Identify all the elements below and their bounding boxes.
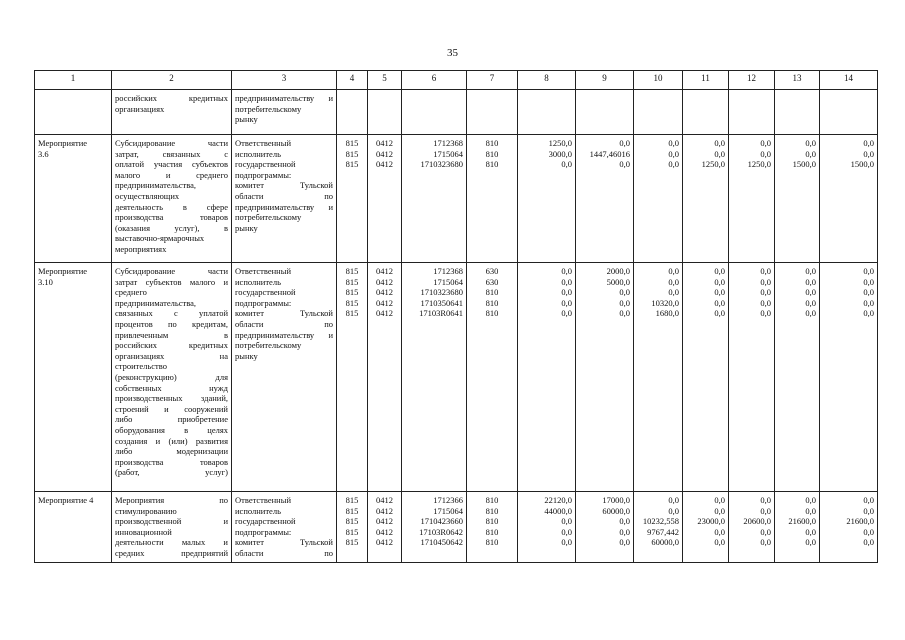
cell-line: 0,0 <box>561 537 572 548</box>
cell-line: предпринимательства, <box>115 297 196 308</box>
cell-value-2016 <box>634 263 683 492</box>
cell-event <box>35 135 112 263</box>
cell-line: 22120,0 <box>544 495 572 505</box>
cell-code-grbs <box>337 135 368 263</box>
header-cell: 3 <box>232 71 337 90</box>
cell-line: 0,0 <box>714 297 725 308</box>
cell-line: либо приобретение <box>115 414 228 425</box>
cell-line: 815 <box>345 276 359 287</box>
cell-line: 0412 <box>376 308 393 319</box>
cell-value-2018 <box>729 90 775 135</box>
cell-line: 0,0 <box>619 297 630 308</box>
cell-code-grbs <box>337 90 368 135</box>
cell-line: 0,0 <box>714 148 725 159</box>
cell-line: 1250,0 <box>747 159 771 170</box>
cell-line: государственной <box>235 516 296 527</box>
cell-line: 17000,0 <box>602 495 630 505</box>
cell-line: 44000,0 <box>544 505 572 516</box>
cell-line: затрат, связанных с <box>115 148 228 159</box>
cell-line: малого и среднего <box>115 169 228 180</box>
cell-code-grbs <box>337 263 368 492</box>
cell-line: Ответственный <box>235 266 291 276</box>
cell-line: 0,0 <box>760 297 771 308</box>
cell-line: 1712366 <box>433 495 463 505</box>
cell-line: 0,0 <box>714 308 725 319</box>
cell-line: 0,0 <box>760 526 771 537</box>
cell-line: подпрограммы: <box>235 526 292 537</box>
cell-line: 630 <box>485 276 499 287</box>
cell-line: процентов по кредитам, <box>115 318 228 329</box>
cell-line: 0,0 <box>561 526 572 537</box>
table-row <box>35 492 878 563</box>
cell-line: 10232,558 <box>642 516 679 527</box>
cell-line: затрат субъектов малого и <box>115 276 228 287</box>
cell-line: 0,0 <box>863 308 874 319</box>
cell-line: 0,0 <box>805 537 816 548</box>
cell-line: потребительскому <box>235 103 302 114</box>
cell-line: 810 <box>485 526 499 537</box>
cell-line: 0,0 <box>805 266 816 276</box>
cell-line: 0,0 <box>805 526 816 537</box>
cell-line: предпринимательства, <box>115 180 196 191</box>
cell-value-2017 <box>683 492 729 563</box>
cell-line: 1447,46016 <box>589 148 630 159</box>
cell-line: 815 <box>345 159 359 170</box>
cell-line: 1710450642 <box>420 537 463 548</box>
cell-line: оплатой участия субъектов <box>115 159 228 170</box>
cell-value-2014 <box>518 90 576 135</box>
cell-value-2018 <box>729 263 775 492</box>
cell-line: потребительскому <box>235 212 302 223</box>
cell-line: 1712368 <box>433 138 463 148</box>
cell-line: предпринимательству и <box>235 329 333 340</box>
cell-line: 0,0 <box>561 266 572 276</box>
cell-line: 0,0 <box>805 505 816 516</box>
cell-line: инновационной <box>115 526 172 537</box>
cell-line: 1250,0 <box>548 138 572 148</box>
cell-line: 0,0 <box>863 297 874 308</box>
cell-line: 0,0 <box>863 287 874 298</box>
cell-line: 0,0 <box>760 148 771 159</box>
cell-value-2019 <box>775 492 820 563</box>
cell-line: 5000,0 <box>606 276 630 287</box>
cell-line: 21600,0 <box>846 516 874 527</box>
cell-value-2017 <box>683 135 729 263</box>
cell-line: 815 <box>345 287 359 298</box>
cell-line: (реконструкцию) для <box>115 371 228 382</box>
cell-line: области по <box>235 190 333 201</box>
cell-line: 0,0 <box>714 276 725 287</box>
cell-line: Субсидирование части <box>115 138 228 148</box>
cell-line: 810 <box>485 297 499 308</box>
cell-line: 0,0 <box>561 159 572 170</box>
cell-line: 815 <box>345 308 359 319</box>
header-cell: 1 <box>35 71 112 90</box>
cell-code-target <box>402 90 467 135</box>
cell-value-2019 <box>775 263 820 492</box>
header-cell: 10 <box>634 71 683 90</box>
cell-executor <box>232 135 337 263</box>
cell-line: 815 <box>345 297 359 308</box>
cell-description <box>112 492 232 563</box>
cell-line: 1715064 <box>433 148 463 159</box>
cell-value-2018 <box>729 135 775 263</box>
cell-line: 815 <box>345 138 359 148</box>
cell-line: производственных зданий, <box>115 393 228 404</box>
header-cell: 2 <box>112 71 232 90</box>
cell-line: 0,0 <box>714 495 725 505</box>
cell-line: 815 <box>345 148 359 159</box>
cell-line: 0412 <box>376 526 393 537</box>
cell-line: рынку <box>235 114 258 125</box>
cell-line: 23000,0 <box>697 516 725 527</box>
cell-line: 815 <box>345 495 359 505</box>
cell-line: 21600,0 <box>788 516 816 527</box>
cell-line: (оказания услуг), в <box>115 222 228 233</box>
cell-description <box>112 263 232 492</box>
cell-executor <box>232 263 337 492</box>
cell-value-2014 <box>518 263 576 492</box>
header-cell: 6 <box>402 71 467 90</box>
cell-event <box>35 90 112 135</box>
cell-line: 0412 <box>376 297 393 308</box>
cell-line: 0,0 <box>760 266 771 276</box>
cell-value-2020 <box>820 90 878 135</box>
cell-line: 0,0 <box>805 276 816 287</box>
cell-value-2014 <box>518 492 576 563</box>
cell-line: 815 <box>345 505 359 516</box>
cell-line: деятельность в сфере <box>115 201 228 212</box>
cell-line: стимулированию <box>115 505 177 516</box>
cell-line: 0,0 <box>714 505 725 516</box>
cell-line: 17103R0641 <box>419 308 463 319</box>
cell-line: 0,0 <box>863 266 874 276</box>
cell-line: исполнитель <box>235 148 281 159</box>
cell-line: строительство <box>115 361 167 372</box>
cell-line: 10320,0 <box>651 297 679 308</box>
cell-line: 0412 <box>376 276 393 287</box>
cell-line: собственных нужд <box>115 382 228 393</box>
cell-line: 0412 <box>376 138 393 148</box>
cell-line: мероприятиях <box>115 243 167 254</box>
cell-line: 60000,0 <box>651 537 679 548</box>
cell-line: выставочно-ярмарочных <box>115 233 205 244</box>
cell-code-section <box>368 492 402 563</box>
cell-line: 815 <box>345 266 359 276</box>
cell-line: предпринимательству и <box>235 93 333 103</box>
cell-line: 630 <box>485 266 499 276</box>
cell-line: 0412 <box>376 287 393 298</box>
cell-line: производства товаров <box>115 456 228 467</box>
cell-value-2016 <box>634 492 683 563</box>
cell-line: 810 <box>485 138 499 148</box>
header-cell: 14 <box>820 71 878 90</box>
cell-line: 0,0 <box>760 276 771 287</box>
header-cell: 12 <box>729 71 775 90</box>
cell-line: потребительскому <box>235 340 302 351</box>
cell-line: 810 <box>485 495 499 505</box>
cell-line: организациях на <box>115 350 228 361</box>
cell-value-2017 <box>683 263 729 492</box>
cell-line: 815 <box>345 537 359 548</box>
cell-code-section <box>368 90 402 135</box>
cell-line: 0,0 <box>714 526 725 537</box>
cell-line: 0412 <box>376 266 393 276</box>
cell-executor <box>232 492 337 563</box>
cell-line: 20600,0 <box>743 516 771 527</box>
cell-line: 0,0 <box>760 537 771 548</box>
cell-line: 0,0 <box>619 159 630 170</box>
cell-line: 810 <box>485 148 499 159</box>
cell-line: оборудования в целях <box>115 424 228 435</box>
header-cell: 5 <box>368 71 402 90</box>
table-row <box>35 90 878 135</box>
cell-line: 0,0 <box>760 138 771 148</box>
cell-line: комитет Тульской <box>235 180 333 191</box>
cell-code-vr <box>467 135 518 263</box>
cell-value-2020 <box>820 492 878 563</box>
cell-line: 0412 <box>376 537 393 548</box>
cell-line: создания и (или) развития <box>115 435 228 446</box>
cell-line: 0,0 <box>805 297 816 308</box>
cell-line: 1710323680 <box>420 287 463 298</box>
cell-line: 0,0 <box>805 287 816 298</box>
cell-line: 0412 <box>376 516 393 527</box>
cell-line: 815 <box>345 526 359 537</box>
header-cell: 11 <box>683 71 729 90</box>
cell-line: Мероприятия по <box>115 495 228 505</box>
cell-line: 0,0 <box>561 276 572 287</box>
cell-executor <box>232 90 337 135</box>
cell-line: 3000,0 <box>548 148 572 159</box>
cell-line: 1715064 <box>433 505 463 516</box>
cell-value-2016 <box>634 135 683 263</box>
cell-line: 3.10 <box>38 276 53 287</box>
cell-line: Мероприятие <box>38 138 88 148</box>
header-row <box>35 71 878 90</box>
cell-line: 0,0 <box>805 495 816 505</box>
cell-value-2015 <box>576 263 634 492</box>
cell-line: 0,0 <box>714 138 725 148</box>
cell-line: 1500,0 <box>850 159 874 170</box>
cell-code-section <box>368 263 402 492</box>
cell-line: российских кредитных <box>115 93 228 103</box>
cell-line: 0,0 <box>668 148 679 159</box>
cell-line: производственной и <box>115 516 228 527</box>
cell-line: 0,0 <box>668 266 679 276</box>
cell-line: (работ, услуг) <box>115 467 228 478</box>
cell-line: 1250,0 <box>701 159 725 170</box>
cell-line: 0,0 <box>619 138 630 148</box>
cell-line: 0412 <box>376 495 393 505</box>
cell-line: 0,0 <box>619 516 630 527</box>
cell-line: 0,0 <box>760 308 771 319</box>
cell-line: строений и сооружений <box>115 403 228 414</box>
cell-value-2018 <box>729 492 775 563</box>
header-cell: 8 <box>518 71 576 90</box>
cell-line: 0,0 <box>714 266 725 276</box>
cell-line: 0,0 <box>863 526 874 537</box>
table-row <box>35 263 878 492</box>
header-cell: 7 <box>467 71 518 90</box>
cell-line: 0,0 <box>863 276 874 287</box>
cell-value-2016 <box>634 90 683 135</box>
cell-line: исполнитель <box>235 276 281 287</box>
cell-code-grbs <box>337 492 368 563</box>
cell-code-vr <box>467 492 518 563</box>
cell-line: 0,0 <box>561 516 572 527</box>
cell-line: 0,0 <box>805 138 816 148</box>
cell-line: 1710423660 <box>420 516 463 527</box>
cell-line: комитет Тульской <box>235 308 333 319</box>
cell-value-2015 <box>576 90 634 135</box>
cell-line: предпринимательству и <box>235 201 333 212</box>
cell-line: 815 <box>345 516 359 527</box>
cell-line: рынку <box>235 222 258 233</box>
cell-line: 810 <box>485 505 499 516</box>
cell-description <box>112 90 232 135</box>
cell-line: 0,0 <box>805 148 816 159</box>
page-number: 35 <box>447 47 458 59</box>
cell-line: 0,0 <box>863 138 874 148</box>
cell-line: 810 <box>485 537 499 548</box>
cell-line: 0,0 <box>863 505 874 516</box>
cell-line: российских кредитных <box>115 340 228 351</box>
cell-line: 60000,0 <box>602 505 630 516</box>
cell-line: Ответственный <box>235 495 291 505</box>
cell-value-2020 <box>820 263 878 492</box>
cell-value-2019 <box>775 90 820 135</box>
cell-line: Ответственный <box>235 138 291 148</box>
cell-line: средних предприятий <box>115 547 228 558</box>
cell-line: 0,0 <box>668 159 679 170</box>
cell-code-vr <box>467 90 518 135</box>
cell-line: деятельности малых и <box>115 537 228 548</box>
cell-line: 0,0 <box>760 505 771 516</box>
cell-value-2020 <box>820 135 878 263</box>
cell-line: 0,0 <box>760 287 771 298</box>
cell-code-target <box>402 492 467 563</box>
cell-line: 0412 <box>376 505 393 516</box>
cell-line: подпрограммы: <box>235 297 292 308</box>
cell-line: 0,0 <box>805 308 816 319</box>
header-cell: 9 <box>576 71 634 90</box>
cell-line: области по <box>235 547 333 558</box>
cell-line: организациях <box>115 103 165 114</box>
cell-line: 0,0 <box>863 148 874 159</box>
cell-line: 1680,0 <box>655 308 679 319</box>
budget-table <box>34 70 878 563</box>
cell-line: 0,0 <box>863 537 874 548</box>
cell-line: 810 <box>485 516 499 527</box>
cell-line: 0,0 <box>760 495 771 505</box>
cell-line: 1715064 <box>433 276 463 287</box>
cell-value-2015 <box>576 492 634 563</box>
cell-line: комитет Тульской <box>235 537 333 548</box>
cell-line: производства товаров <box>115 212 228 223</box>
cell-line: 0412 <box>376 148 393 159</box>
cell-line: 0,0 <box>863 495 874 505</box>
cell-line: государственной <box>235 287 296 298</box>
cell-line: подпрограммы: <box>235 169 292 180</box>
cell-value-2019 <box>775 135 820 263</box>
cell-line: Мероприятие <box>38 266 88 276</box>
cell-event <box>35 263 112 492</box>
cell-value-2015 <box>576 135 634 263</box>
cell-value-2014 <box>518 135 576 263</box>
cell-code-section <box>368 135 402 263</box>
cell-line: 0,0 <box>619 526 630 537</box>
cell-line: Субсидирование части <box>115 266 228 276</box>
header-cell: 13 <box>775 71 820 90</box>
cell-line: 0,0 <box>714 287 725 298</box>
cell-line: 0,0 <box>561 297 572 308</box>
cell-line: 0,0 <box>668 505 679 516</box>
cell-line: государственной <box>235 159 296 170</box>
cell-line: 2000,0 <box>606 266 630 276</box>
cell-line: привлеченным в <box>115 329 228 340</box>
cell-line: исполнитель <box>235 505 281 516</box>
cell-line: 0412 <box>376 159 393 170</box>
cell-line: 9767,442 <box>647 526 679 537</box>
cell-code-target <box>402 263 467 492</box>
cell-line: 3.6 <box>38 148 49 159</box>
cell-line: рынку <box>235 350 258 361</box>
cell-line: Мероприятие 4 <box>38 495 94 505</box>
cell-line: 810 <box>485 287 499 298</box>
cell-line: 0,0 <box>619 537 630 548</box>
cell-line: 0,0 <box>668 287 679 298</box>
header-cell: 4 <box>337 71 368 90</box>
cell-line: 1712368 <box>433 266 463 276</box>
cell-code-target <box>402 135 467 263</box>
cell-line: 0,0 <box>668 276 679 287</box>
cell-line: 810 <box>485 308 499 319</box>
cell-description <box>112 135 232 263</box>
cell-line: 17103R0642 <box>419 526 463 537</box>
cell-line: 0,0 <box>561 308 572 319</box>
cell-line: 0,0 <box>668 495 679 505</box>
cell-line: 0,0 <box>619 287 630 298</box>
cell-line: 1710323680 <box>420 159 463 170</box>
cell-line: 1710350641 <box>420 297 463 308</box>
cell-code-vr <box>467 263 518 492</box>
cell-line: связанных с уплатой <box>115 308 228 319</box>
cell-event <box>35 492 112 563</box>
cell-line: 810 <box>485 159 499 170</box>
cell-value-2017 <box>683 90 729 135</box>
cell-line: 1500,0 <box>792 159 816 170</box>
cell-line: осуществляющих <box>115 190 180 201</box>
cell-line: 0,0 <box>714 537 725 548</box>
cell-line: среднего <box>115 287 147 298</box>
cell-line: 0,0 <box>619 308 630 319</box>
cell-line: области по <box>235 318 333 329</box>
cell-line: либо модернизации <box>115 446 228 457</box>
cell-line: 0,0 <box>668 138 679 148</box>
cell-line: 0,0 <box>561 287 572 298</box>
table-row <box>35 135 878 263</box>
